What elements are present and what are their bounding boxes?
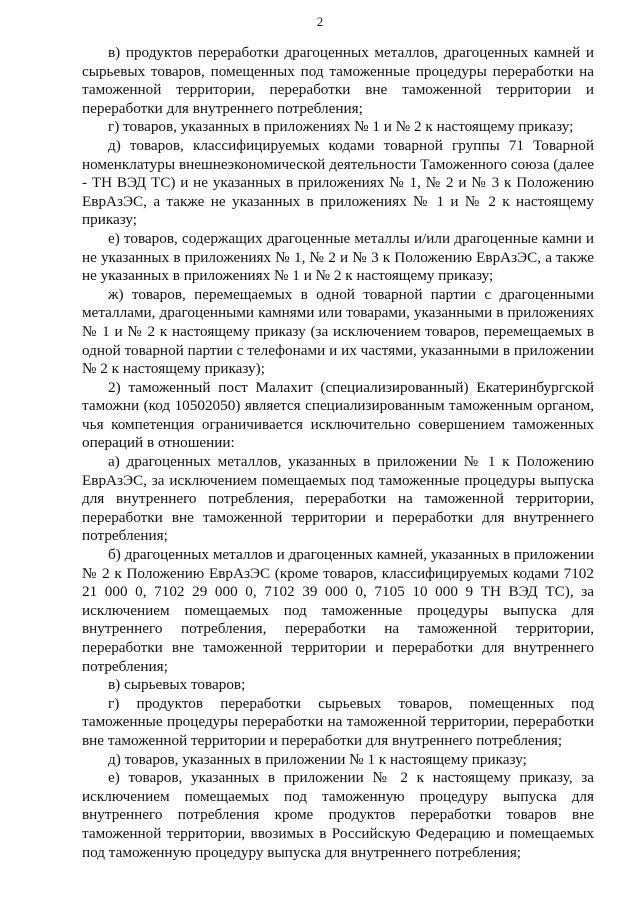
paragraph-item-d-2: д) товаров, указанных в приложении № 1 к настоящему приказу; (108, 750, 527, 768)
paragraph-item-b: б) драгоценных металлов и драгоценных камней, указанных в приложении № 2 к Положению ЕврАзЭС (кроме товаров, классифицируемых кодами 7102 21 000 0, 7102 29 000 0, 7102 39 000 0, 7105 10 000 9 ТН ВЭД ТС), за исключением помещаемых под таможенные процедуры выпуска для внутреннего потребления, переработки на таможенной территории, переработки вне таможенной территории и переработки для внутреннего потребления; (82, 546, 594, 675)
document-body (82, 44, 594, 862)
paragraph-item-g: г) товаров, указанных в приложениях № 1 и № 2 к настоящему приказу; (108, 118, 574, 136)
paragraph-item-e-2: е) товаров, указанных в приложении № 2 к настоящему приказу, за исключением помещаемых под таможенную процедуру выпуска для внутреннего потребления кроме продуктов переработки товаров вне таможенной территории, ввозимых в Российскую Федерацию и помещаемых под таможенную процедуру выпуска для внутреннего потребления; (82, 769, 594, 861)
paragraph-item-v-2: в) сырьевых товаров; (108, 676, 246, 694)
paragraph-section-2: 2) таможенный пост Малахит (специализированный) Екатеринбургской таможни (код 10502050) является специализированным таможенным органом, чья компетенция ограничивается исключительно совершением таможенных операций в отношении: (82, 378, 594, 452)
paragraph-item-zh: ж) товаров, перемещаемых в одной товарной партии с драгоценными металлами, драгоценными камнями или товарами, указанными в приложениях № 1 и № 2 к настоящему приказу (за исключением товаров, перемещаемых в одной товарной партии с телефонами и их частями, указанными в приложении № 2 к настоящему приказу); (82, 285, 594, 378)
page-number: 2 (316, 14, 324, 29)
paragraph-item-e: е) товаров, содержащих драгоценные металлы и/или драгоценные камни и не указанных в приложениях № 1, № 2 и № 3 к Положению ЕврАзЭС, а также не указанных в приложениях № 1 и № 2 к настоящему приказу; (82, 229, 594, 285)
paragraph-item-d: д) товаров, классифицируемых кодами товарной группы 71 Товарной номенклатуры внешнеэкономической деятельности Таможенного союза (далее - ТН ВЭД ТС) и не указанных в приложениях № 1, № 2 и № 3 к Положению ЕврАзЭС, а также не указанных в приложениях № 1 и № 2 к настоящему приказу; (82, 136, 594, 229)
paragraph-item-g-2: г) продуктов переработки сырьевых товаров, помещенных под таможенные процедуры переработки на таможенной территории, переработки вне таможенной территории и переработки для внутреннего потребления; (82, 694, 594, 749)
paragraph-item-a: а) драгоценных металлов, указанных в приложении № 1 к Положению ЕврАзЭС, за исключением помещаемых под таможенные процедуры выпуска для внутреннего потребления, переработки на таможенной территории, переработки вне таможенной территории и переработки для внутреннего потребления; (82, 453, 594, 545)
paragraph-item-v: в) продуктов переработки драгоценных металлов, драгоценных камней и сырьевых товаров, помещенных под таможенные процедуры переработки на таможенной территории, переработки вне таможенной территории и переработки для внутреннего потребления; (82, 44, 594, 117)
